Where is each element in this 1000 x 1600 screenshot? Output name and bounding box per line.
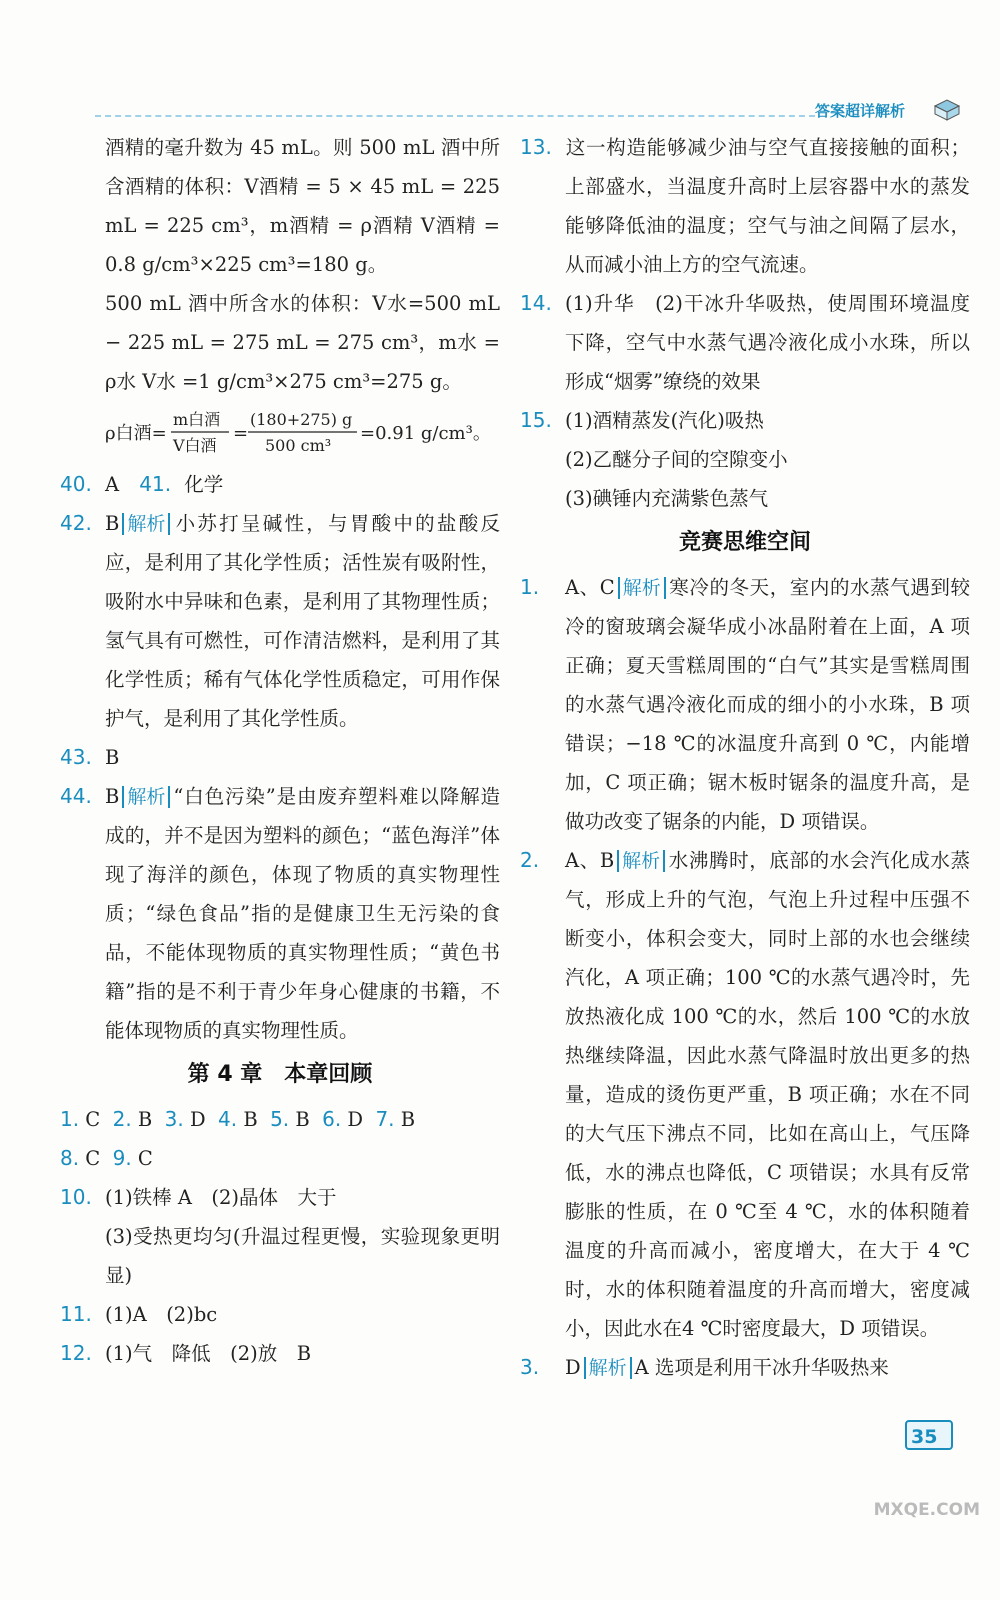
answer-44: 44. B 解析 “白色污染”是由废弃塑料难以降解造成的，并不是因为塑料的颜色；“蓝色海洋”体现了海洋的颜色，体现了物质的真实物理性质；“绿色食品”指的是健康卫生无污染的食品，不能体现物质的真实物理性质；“黄色书籍”指的是不利于青少年身心健康的书籍，不能体现物质的真实物理性质。 (60, 777, 500, 1050)
analysis-tag: 解析 (617, 850, 665, 872)
question-number: 1. (520, 575, 540, 599)
header-rule (95, 115, 815, 117)
mc-answer: 1. C (60, 1107, 101, 1131)
mc-answer: 8. C (60, 1146, 101, 1170)
answer-15: 15. (1)酒精蒸发(汽化)吸热 (520, 401, 970, 440)
mc-answer: 2. B (112, 1107, 153, 1131)
mc-answer: 6. D (322, 1107, 364, 1131)
left-paragraph-alcohol: 酒精的毫升数为 45 mL。则 500 mL 酒中所含酒精的体积：V酒精 = 5 × 45 mL = 225 mL = 225 cm³，m酒精 = ρ酒精 V酒精 = 0.8 g/cm³×225 cm³=180 g。 (105, 136, 500, 276)
frac-den1: V白酒 (173, 436, 217, 455)
answer-15-part3: (3)碘锤内充满紫色蒸气 (565, 487, 769, 510)
question-number: 2. (520, 848, 540, 872)
mc-answer: 5. B (270, 1107, 310, 1131)
watermark: MXQE.COM (873, 1500, 980, 1520)
density-fraction (105, 401, 500, 465)
answers-1-7 (60, 1100, 500, 1139)
answer-40-41: 40. A 41. 化学 (60, 465, 500, 504)
frac-num2: (180+275) g (250, 410, 353, 429)
frac-lhs: ρ白酒= (105, 423, 167, 444)
competition-answer-2: 2. A、B 解析 水沸腾时，底部的水会汽化成水蒸气，形成上升的气泡，气泡上升过程中压强不断变小，体积会变大，同时上部的水也会继续汽化，A 项正确；100 ℃的水蒸气遇冷时，先放热液化成 100 ℃的水，然后 100 ℃的水放热继续降温，因此水蒸气降温时放出更多的热量，造成的烫伤更严重，B 项正确；水在不同的大气压下沸点不同，比如在高山上，气压降低，水的沸点也降低，C 项错误；水具有反常膨胀的性质，在 0 ℃至 4 ℃，水的体积随着温度的升高而减小，密度增大，在大于 4 ℃时，水的体积随着温度的升高而增大，密度减小，因此水在4 ℃时密度最大，D 项错误。 (520, 841, 970, 1348)
mc-answer: 9. C (112, 1146, 153, 1170)
question-number: 12. (60, 1341, 92, 1365)
answer-43: 43. B (60, 738, 500, 777)
answer-15-part2: (2)乙醚分子间的空隙变小 (565, 448, 788, 471)
answer-10: 10. (1)铁棒 A (2)晶体 大于 (60, 1178, 500, 1217)
competition-answer-1: 1. A、C 解析 寒冷的冬天，室内的水蒸气遇到较冷的窗玻璃会凝华成小冰晶附着在上面，A 项正确；夏天雪糕周围的“白气”其实是雪糕周围的水蒸气遇冷液化而成的细小的小水珠，B 项错误；−18 ℃的冰温度升高到 0 ℃，内能增加，C 项正确；锯木板时锯条的温度升高，是做功改变了锯条的内能，D 项错误。 (520, 568, 970, 841)
answers-8-9 (60, 1139, 500, 1178)
density-formula (60, 401, 500, 465)
left-column (60, 128, 500, 1373)
mc-answer: 3. D (164, 1107, 206, 1131)
header-title: 答案超详解析 (815, 102, 906, 120)
competition-answer-3: 3. D 解析 A 选项是利用干冰升华吸热来 (520, 1348, 970, 1387)
question-number: 3. (520, 1355, 540, 1379)
question-number: 42. (60, 511, 92, 535)
answer-10-part3: (3)受热更均匀(升温过程更慢，实验现象更明显) (105, 1225, 500, 1287)
competition-heading: 竞赛思维空间 (678, 530, 811, 555)
left-paragraph-water: 500 mL 酒中所含水的体积：V水=500 mL − 225 mL = 275 mL = 275 cm³，m水 = ρ水 V水 =1 g/cm³×275 cm³=275 g。 (105, 292, 500, 393)
answer-13: 13. 这一构造能够减少油与空气直接接触的面积；上部盛水，当温度升高时上层容器中水的蒸发能够降低油的温度；空气与油之间隔了层水，从而减小油上方的空气流速。 (520, 128, 970, 284)
chapter-review-heading: 第 4 章 本章回顾 (187, 1062, 373, 1087)
answer-42: 42. B 解析 小苏打呈碱性，与胃酸中的盐酸反应，是利用了其化学性质；活性炭有吸附性，吸附水中异味和色素，是利用了其物理性质；氢气具有可燃性，可作清洁燃料，是利用了其化学性质；稀有气体化学性质稳定，可用作保护气，是利用了其化学性质。 (60, 504, 500, 738)
right-column (520, 128, 970, 1387)
question-number: 44. (60, 784, 92, 808)
question-number: 13. (520, 135, 552, 159)
answer-14: 14. (1)升华 (2)干冰升华吸热，使周围环境温度下降，空气中水蒸气遇冷液化成小水珠，所以形成“烟雾”缭绕的效果 (520, 284, 970, 401)
mc-answer: 7. B (375, 1107, 416, 1131)
question-number: 15. (520, 408, 552, 432)
analysis-tag: 解析 (122, 513, 170, 535)
question-number: 43. (60, 745, 92, 769)
question-number: 11. (60, 1302, 92, 1326)
frac-num1: m白酒 (173, 410, 221, 429)
mc-answer: 4. B (218, 1107, 258, 1131)
question-number: 40. (60, 472, 92, 496)
question-number: 14. (520, 291, 552, 315)
frac-den2: 500 cm³ (265, 436, 332, 455)
question-number: 41. (139, 472, 172, 496)
question-number: 10. (60, 1185, 92, 1209)
answer-11: 11. (1)A (2)bc (60, 1295, 500, 1334)
page-number: 35 (905, 1420, 953, 1450)
frac-rhs: =0.91 g/cm³。 (360, 423, 491, 444)
book-icon (933, 98, 961, 122)
answer-12: 12. (1)气 降低 (2)放 B (60, 1334, 500, 1373)
analysis-tag: 解析 (122, 786, 170, 808)
analysis-tag: 解析 (618, 577, 666, 599)
analysis-tag: 解析 (584, 1357, 632, 1379)
frac-eq: = (233, 423, 249, 444)
